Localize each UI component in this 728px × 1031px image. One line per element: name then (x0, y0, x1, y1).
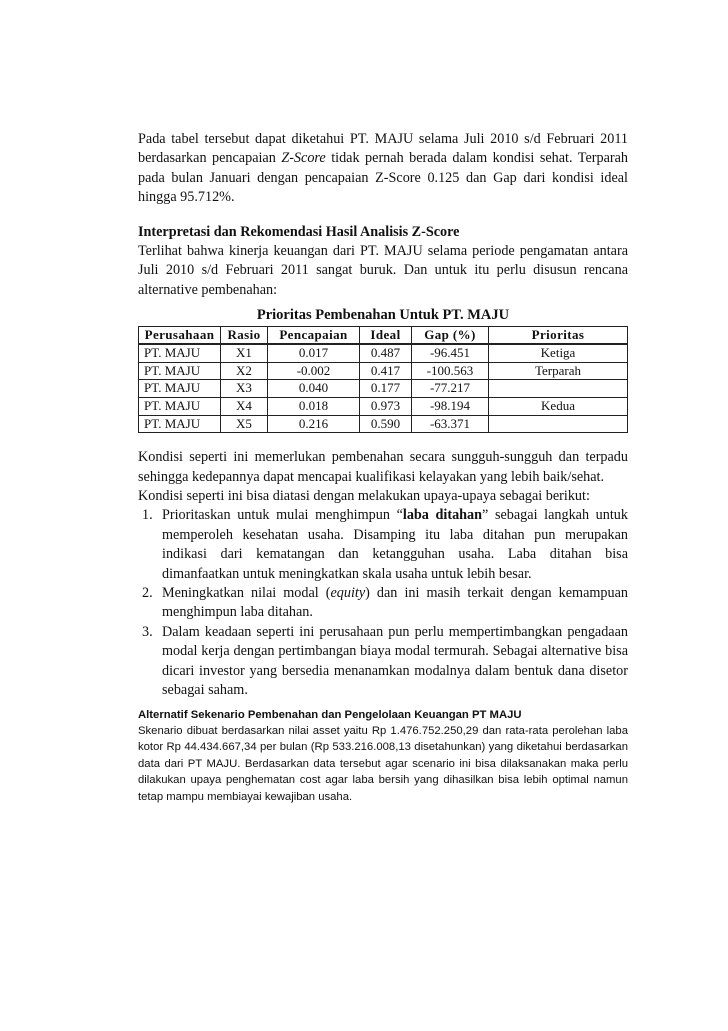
cell-ideal: 0.487 (360, 344, 412, 362)
col-header-ideal: Ideal (360, 326, 412, 344)
list-item (138, 623, 628, 701)
condition-paragraph: Kondisi seperti ini memerlukan pembenahan secara sungguh-sungguh dan terpadu sehingga kedepannya dapat mencapai kualifikasi kelayakan yang lebih baik/sehat. (138, 449, 628, 485)
col-header-perusahaan: Perusahaan (139, 326, 221, 344)
table-row (139, 362, 628, 380)
cell-gap: -63.371 (412, 415, 489, 433)
document-page (138, 130, 628, 805)
cell-prioritas: Terparah (489, 362, 628, 380)
list-text: ) dan ini masih terkait dengan kemampuan menghimpun laba ditahan. (162, 585, 629, 621)
table-row (139, 380, 628, 398)
spacer (138, 208, 628, 223)
list-text: Prioritaskan untuk mulai menghimpun “ (162, 507, 403, 524)
list-item (138, 584, 628, 623)
table-header-row (139, 326, 628, 344)
intro-paragraph (138, 130, 628, 208)
cell-prioritas (489, 415, 628, 433)
table-row (139, 415, 628, 433)
scenario-heading: Alternatif Sekenario Pembenahan dan Pengelolaan Keuangan PT MAJU (138, 708, 522, 721)
scenario-section (138, 707, 628, 805)
cell-ideal: 0.177 (360, 380, 412, 398)
cell-gap: -77.217 (412, 380, 489, 398)
priority-table (138, 326, 628, 434)
cell-gap: -96.451 (412, 344, 489, 362)
list-number: 3. (142, 623, 153, 640)
cell-prioritas (489, 380, 628, 398)
cell-perusahaan: PT. MAJU (139, 398, 221, 416)
scenario-paragraph: Skenario dibuat berdasarkan nilai asset yaitu Rp 1.476.752.250,29 dan rata-rata perolehan laba kotor Rp 44.434.667,34 per bulan (Rp 533.216.008,13 disetahunkan) yang diketahui berdasarkan data dari PT MAJU. Berdasarkan data tersebut agar scenario ini bisa dilaksanakan maka perlu dilakukan upaya penghematan cost agar laba bersih yang dihasilkan bisa lebih optimal namun tetap mampu membiayai kewajiban usaha. (138, 724, 628, 803)
cell-rasio: X2 (221, 362, 268, 380)
spacer (138, 433, 628, 448)
cell-prioritas: Ketiga (489, 344, 628, 362)
cell-perusahaan: PT. MAJU (139, 380, 221, 398)
intro-text-a: Pada tabel tersebut dapat diketahui PT. MAJU selama Juli 2010 s/d Februari 2011 berdasarkan pencapaian (138, 131, 628, 167)
col-header-prioritas: Prioritas (489, 326, 628, 344)
list-number: 1. (142, 507, 153, 524)
cell-ideal: 0.417 (360, 362, 412, 380)
list-item (138, 506, 628, 584)
cell-rasio: X3 (221, 380, 268, 398)
list-text: Dalam keadaan seperti ini perusahaan pun perlu mempertimbangkan pengadaan modal kerja dengan pertimbangan biaya modal termurah. Sebagai alternative bisa dicari investor yang bersedia menanamkan modalnya dalam bentuk dana disetor sebagai saham. (162, 623, 628, 699)
intro-zscore-em: Z-Score (281, 150, 326, 167)
list-text: ” sebagai langkah untuk memperoleh kesehatan usaha. Disamping itu laba ditahan pun merupakan indikasi dari kematangan dan ketangguhan usaha. Laba ditahan bisa dimanfaatkan untuk meningkatkan skala usaha untuk lebih besar. (162, 507, 628, 582)
cell-ideal: 0.590 (360, 415, 412, 433)
cell-rasio: X5 (221, 415, 268, 433)
cell-rasio: X4 (221, 398, 268, 416)
col-header-pencapaian: Pencapaian (268, 326, 360, 344)
cell-prioritas: Kedua (489, 398, 628, 416)
cell-perusahaan: PT. MAJU (139, 415, 221, 433)
cell-pencapaian: -0.002 (268, 362, 360, 380)
cell-pencapaian: 0.018 (268, 398, 360, 416)
list-text: Meningkatkan nilai modal ( (162, 585, 331, 602)
col-header-gap: Gap (%) (412, 326, 489, 344)
cell-pencapaian: 0.040 (268, 380, 360, 398)
table-row (139, 398, 628, 416)
list-em-text: equity (330, 585, 366, 602)
cell-perusahaan: PT. MAJU (139, 362, 221, 380)
table-row (139, 344, 628, 362)
cell-gap: -100.563 (412, 362, 489, 380)
cell-perusahaan: PT. MAJU (139, 344, 221, 362)
interpretation-heading: Interpretasi dan Rekomendasi Hasil Analisis Z-Score (138, 223, 460, 240)
table-title: Prioritas Pembenahan Untuk PT. MAJU (256, 307, 510, 324)
cell-gap: -98.194 (412, 398, 489, 416)
intro-text-b: tidak pernah berada dalam kondisi sehat. Terparah pada bulan Januari dengan pencapaian Z-Score 0.125 dan Gap dari kondisi ideal hingga 95.712%. (138, 150, 628, 206)
recommendation-list (138, 506, 628, 700)
list-number: 2. (142, 585, 153, 602)
cell-pencapaian: 0.216 (268, 415, 360, 433)
list-strong-text: laba ditahan (402, 507, 483, 524)
interpretation-paragraph: Terlihat bahwa kinerja keuangan dari PT. MAJU selama periode pengamatan antara Juli 2010 s/d Februari 2011 sangat buruk. Dan untuk itu perlu disusun rencana alternative pembenahan: (138, 243, 628, 298)
cell-rasio: X1 (221, 344, 268, 362)
col-header-rasio: Rasio (221, 326, 268, 344)
condition-intro: Kondisi seperti ini bisa diatasi dengan melakukan upaya-upaya sebagai berikut: (138, 488, 590, 505)
cell-ideal: 0.973 (360, 398, 412, 416)
cell-pencapaian: 0.017 (268, 344, 360, 362)
